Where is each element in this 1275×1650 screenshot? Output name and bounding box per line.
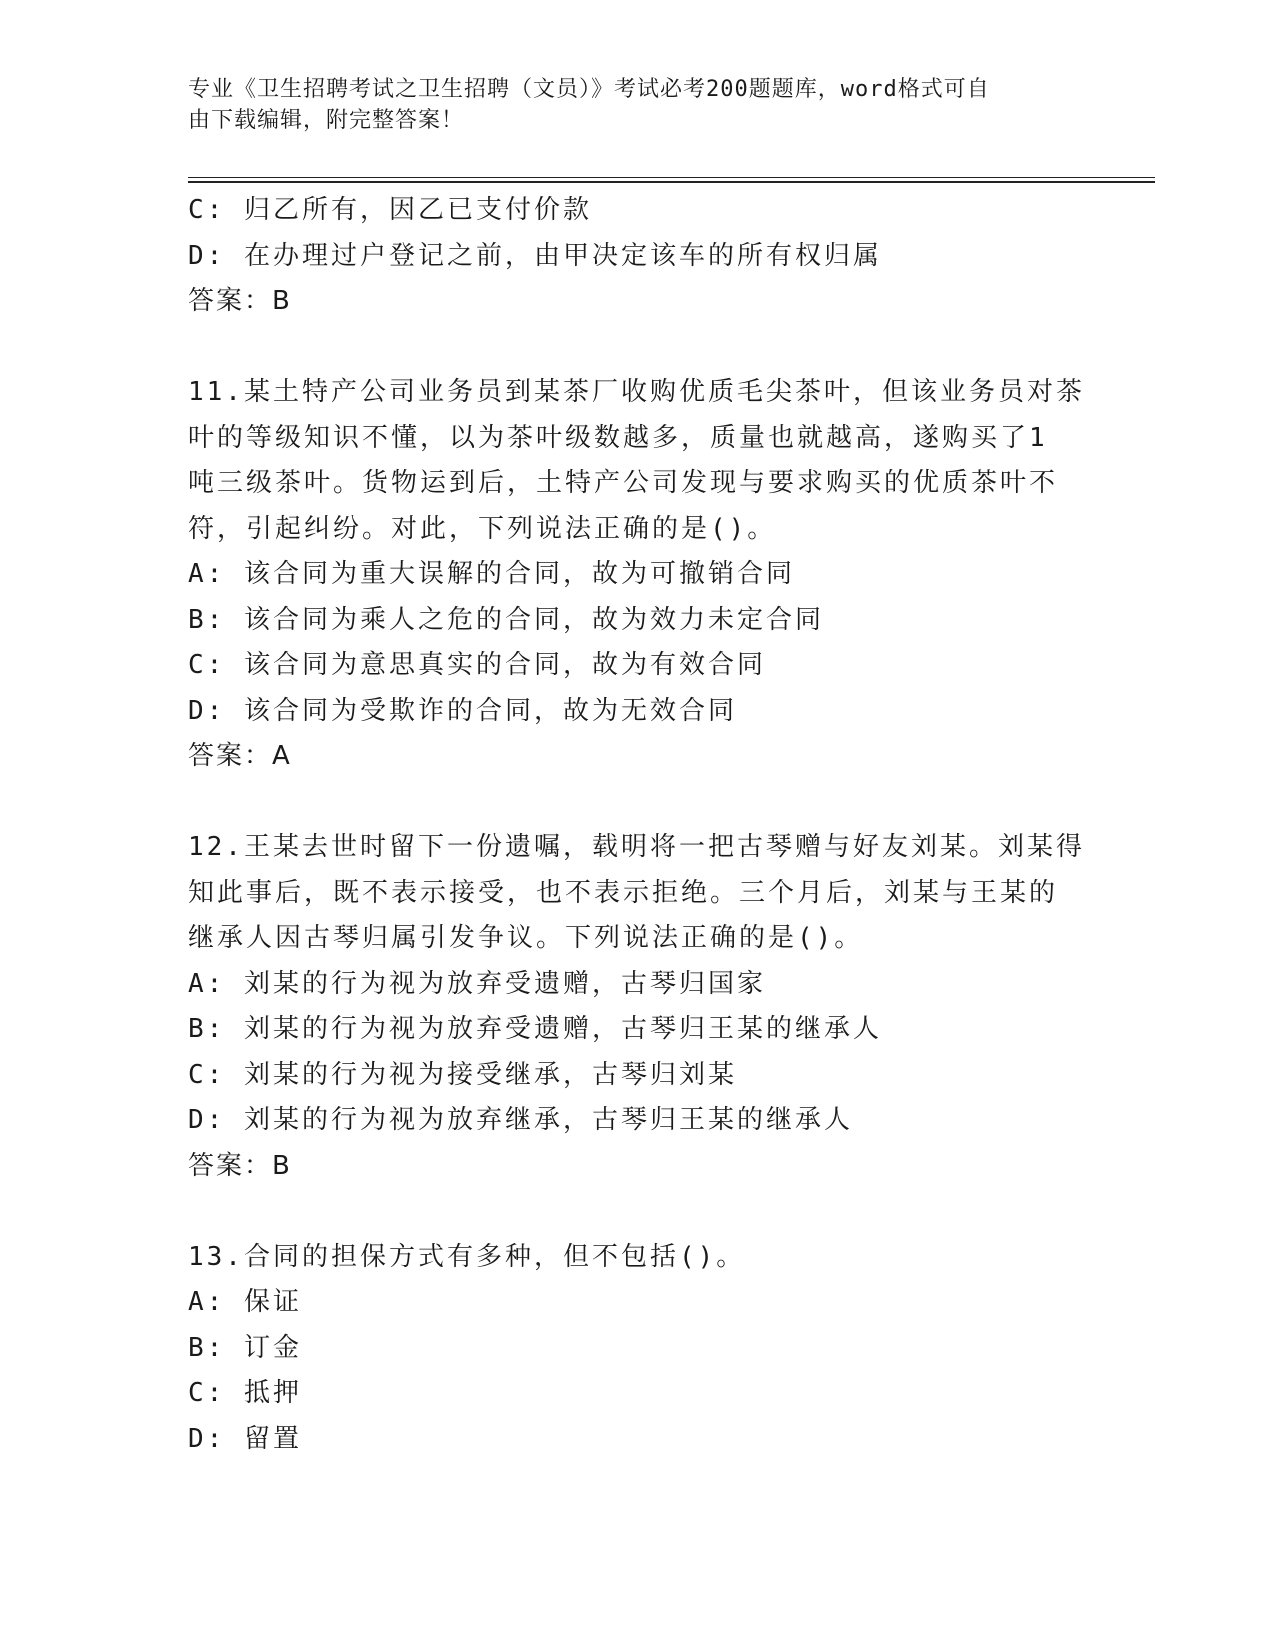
question-stem-line: 13.合同的担保方式有多种，但不包括()。: [188, 1241, 746, 1272]
spacer: [188, 780, 1088, 826]
question-stem-line: 知此事后，既不表示接受，也不表示拒绝。三个月后，刘某与王某的: [188, 877, 1059, 908]
document-body: [188, 188, 1088, 1462]
header-line-2: 由下载编辑，附完整答案！: [188, 108, 465, 133]
document-header: [188, 74, 1088, 136]
question-stem-line: 11.某土特产公司业务员到某茶厂收购优质毛尖茶叶，但该业务员对茶: [188, 377, 1085, 407]
header-line-1: 专业《卫生招聘考试之卫生招聘（文员）》考试必考200题题库，word格式可自: [188, 77, 990, 102]
option-a: A: 该合同为重大误解的合同，故为可撤销合同: [188, 559, 795, 589]
question-stem-line: 符，引起纠纷。对此，下列说法正确的是()。: [188, 513, 777, 544]
option-d: D: 该合同为受欺诈的合同，故为无效合同: [188, 695, 737, 726]
answer-line: 答案：B: [188, 286, 292, 316]
question-13: [188, 1235, 1088, 1463]
option-c: C: 该合同为意思真实的合同，故为有效合同: [188, 650, 766, 680]
option-b: B: 刘某的行为视为放弃受遗赠，古琴归王某的继承人: [188, 1014, 882, 1044]
answer-line: 答案：B: [188, 1150, 292, 1181]
spacer: [188, 1189, 1088, 1235]
option-b: B: 该合同为乘人之危的合同，故为效力未定合同: [188, 604, 824, 635]
option-d: D: 刘某的行为视为放弃继承，古琴归王某的继承人: [188, 1105, 853, 1135]
question-stem-line: 12.王某去世时留下一份遗嘱，载明将一把古琴赠与好友刘某。刘某得: [188, 832, 1085, 862]
spacer: [188, 325, 1088, 371]
question-11: [188, 370, 1088, 780]
question-stem-line: 吨三级茶叶。货物运到后，土特产公司发现与要求购买的优质茶叶不: [188, 468, 1059, 498]
answer-line: 答案：A: [188, 741, 292, 771]
header-rule-thin: [188, 177, 1155, 178]
option-a: A: 保证: [188, 1287, 302, 1317]
option-c: C: 归乙所有，因乙已支付价款: [188, 195, 592, 225]
option-d: D: 留置: [188, 1423, 302, 1454]
header-rule-thick: [188, 181, 1155, 183]
option-b: B: 订金: [188, 1332, 302, 1363]
option-a: A: 刘某的行为视为放弃受遗赠，古琴归国家: [188, 968, 766, 999]
option-d: D: 在办理过户登记之前，由甲决定该车的所有权归属: [188, 240, 882, 271]
question-12: [188, 825, 1088, 1189]
question-stem-line: 继承人因古琴归属引发争议。下列说法正确的是()。: [188, 923, 864, 953]
question-stem-line: 叶的等级知识不懂，以为茶叶级数越多，质量也就越高，遂购买了1: [188, 422, 1048, 453]
option-c: C: 刘某的行为视为接受继承，古琴归刘某: [188, 1059, 737, 1090]
option-c: C: 抵押: [188, 1378, 302, 1408]
